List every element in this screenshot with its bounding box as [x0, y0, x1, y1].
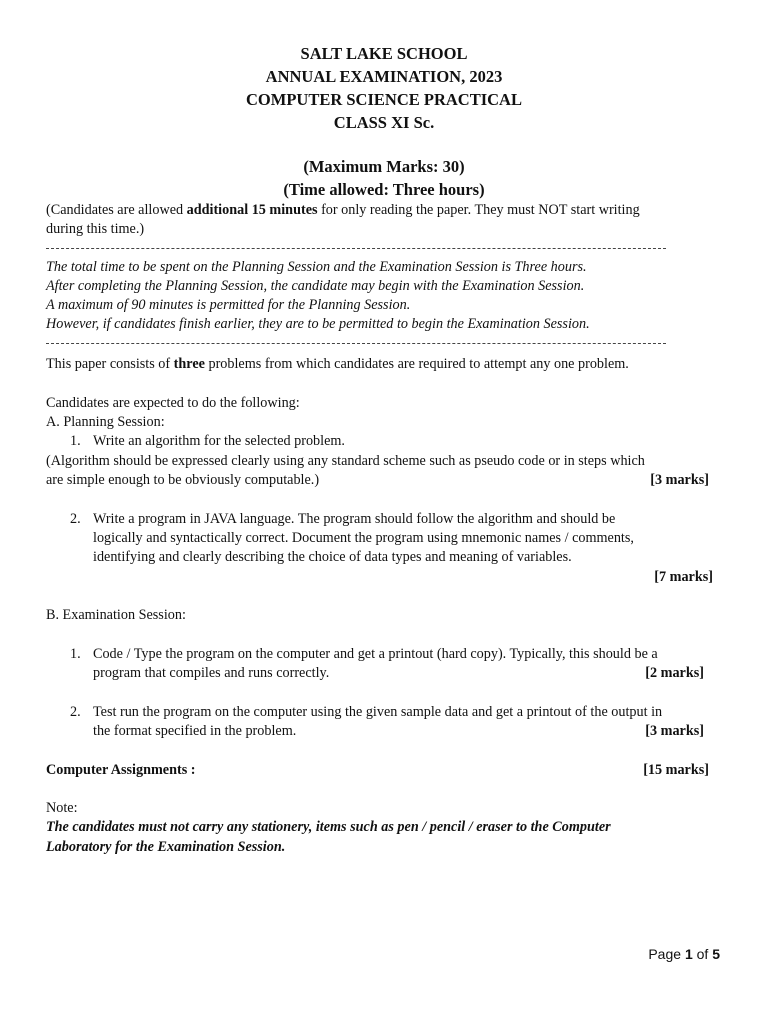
list-number: 2. — [70, 704, 81, 720]
examination-session-title: B. Examination Session: — [46, 607, 186, 623]
dashed-divider-bottom — [46, 343, 666, 344]
reading-text-pre: (Candidates are allowed — [46, 202, 187, 218]
school-name: SALT LAKE SCHOOL — [300, 44, 468, 63]
marks-label: [3 marks] — [650, 472, 709, 488]
paper-header — [0, 42, 768, 134]
reading-time-line1 — [46, 201, 640, 221]
planning-item-1: Write an algorithm for the selected problem. — [93, 433, 345, 449]
paper-consists-line — [46, 355, 629, 375]
note-line1: The candidates must not carry any stationery, items such as pen / pencil / eraser to the Computer — [46, 819, 611, 835]
marks-label: [15 marks] — [643, 762, 709, 778]
marks-label: [7 marks] — [654, 569, 713, 585]
algorithm-note-line1: (Algorithm should be expressed clearly using any standard scheme such as pseudo code or in steps which — [46, 453, 645, 469]
expected-heading: Candidates are expected to do the following: — [46, 395, 300, 411]
instruction-line: A maximum of 90 minutes is permitted for the Planning Session. — [46, 297, 411, 313]
marks-label: [3 marks] — [645, 723, 704, 739]
total-pages: 5 — [712, 946, 720, 962]
instruction-line: After completing the Planning Session, the candidate may begin with the Examination Session. — [46, 278, 585, 294]
maximum-marks: (Maximum Marks: 30) — [303, 157, 465, 176]
planning-item-2-line3: identifying and clearly describing the choice of data types and meaning of variables. — [93, 549, 572, 565]
reading-text-post: for only reading the paper. They must NOT start writing — [317, 202, 640, 218]
exam-item-1-line2: program that compiles and runs correctly. — [93, 665, 330, 681]
consists-text-post: problems from which candidates are required to attempt any one problem. — [204, 356, 629, 372]
page-number — [648, 946, 720, 962]
planning-session-title: A. Planning Session: — [46, 414, 165, 430]
consists-text-bold: three — [173, 356, 205, 372]
exam-item-2-line2: the format specified in the problem. — [93, 723, 297, 739]
exam-item-2-line1: Test run the program on the computer using the given sample data and get a printout of the output in — [93, 704, 663, 720]
reading-time-line2: during this time.) — [46, 221, 145, 237]
planning-item-2-line1: Write a program in JAVA language. The program should follow the algorithm and should be — [93, 511, 616, 527]
time-allowed: (Time allowed: Three hours) — [283, 180, 485, 199]
current-page: 1 — [684, 946, 693, 962]
note-line2: Laboratory for the Examination Session. — [46, 839, 286, 855]
computer-assignments-label: Computer Assignments : — [46, 762, 196, 778]
reading-text-bold: additional 15 minutes — [186, 202, 318, 218]
list-number: 1. — [70, 433, 81, 449]
class-title: CLASS XI Sc. — [333, 113, 435, 132]
marks-label: [2 marks] — [645, 665, 704, 681]
list-number: 2. — [70, 511, 81, 527]
planning-item-2-line2: logically and syntactically correct. Document the program using mnemonic names / comments, — [93, 530, 634, 546]
list-number: 1. — [70, 646, 81, 662]
subject-title: COMPUTER SCIENCE PRACTICAL — [246, 90, 522, 109]
note-label: Note: — [46, 800, 78, 816]
exam-title: ANNUAL EXAMINATION, 2023 — [265, 67, 503, 86]
consists-text-pre: This paper consists of — [46, 356, 174, 372]
dashed-divider-top — [46, 248, 666, 249]
of-word: of — [692, 946, 713, 962]
instruction-line: The total time to be spent on the Planning Session and the Examination Session is Three hours. — [46, 259, 587, 275]
algorithm-note-line2: are simple enough to be obviously computable.) — [46, 472, 320, 488]
instruction-line: However, if candidates finish earlier, they are to be permitted to begin the Examination Session. — [46, 316, 590, 332]
page-word: Page — [648, 946, 685, 962]
exam-item-1-line1: Code / Type the program on the computer and get a printout (hard copy). Typically, this should be a — [93, 646, 658, 662]
